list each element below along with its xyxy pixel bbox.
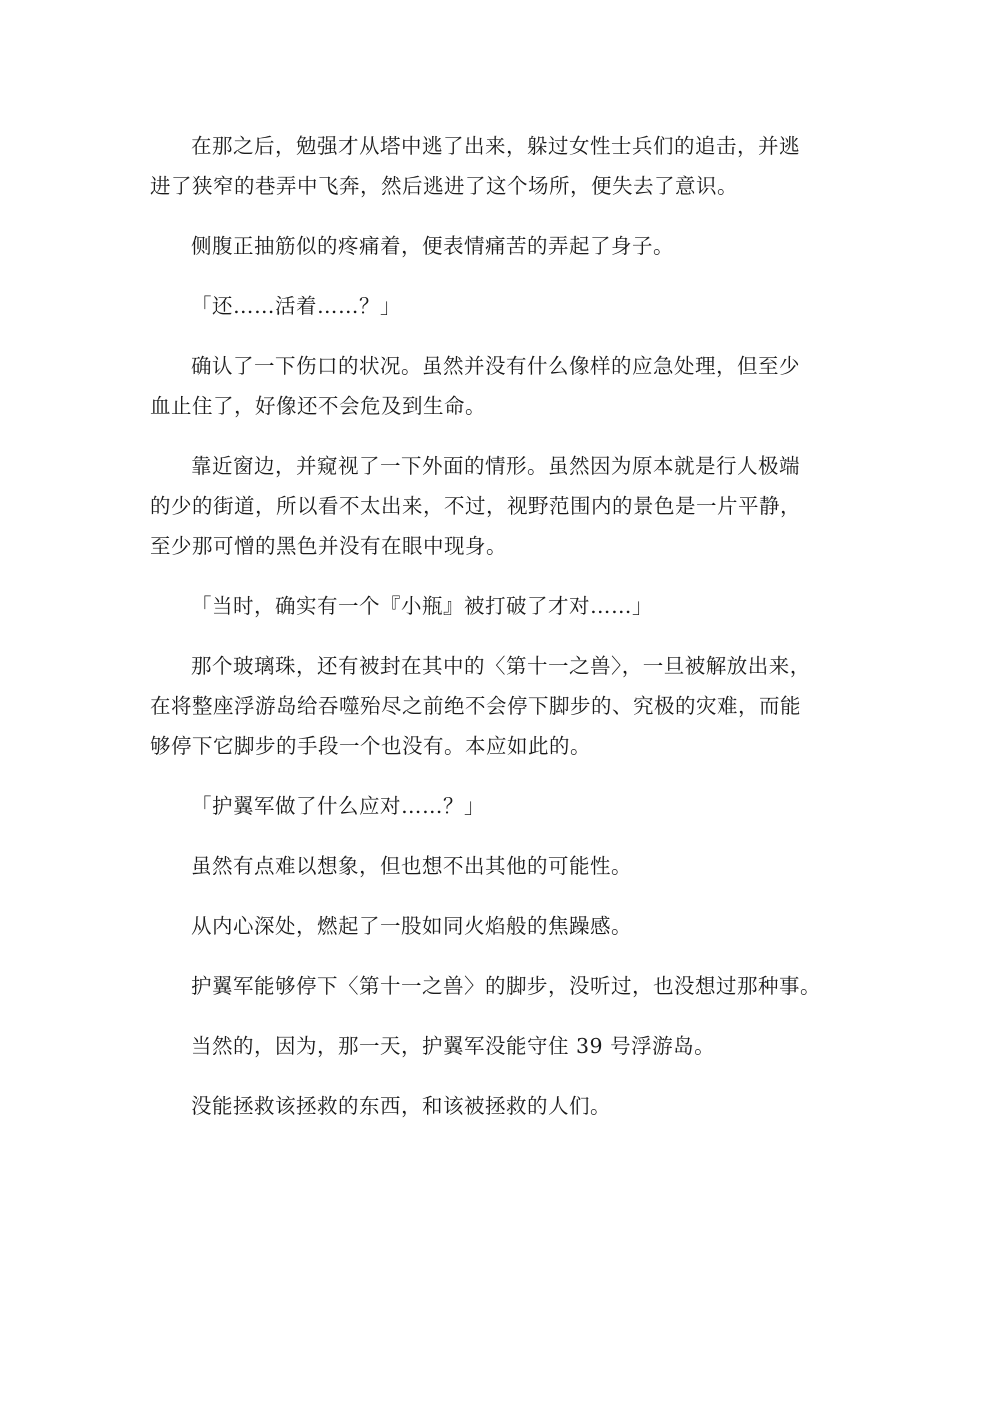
paragraph <box>150 846 850 886</box>
paragraph <box>150 346 850 426</box>
text-line: 「护翼军做了什么应对……？」 <box>191 794 485 818</box>
paragraph <box>150 226 850 266</box>
paragraph <box>150 906 850 946</box>
text-line: 在那之后，勉强才从塔中逃了出来，躲过女性士兵们的追击，并逃 <box>191 134 800 158</box>
text-line: 护翼军能够停下〈第十一之兽〉的脚步，没听过，也没想过那种事。 <box>191 974 821 998</box>
text-line: 确认了一下伤口的状况。虽然并没有什么像样的应急处理，但至少 <box>191 354 800 378</box>
paragraph <box>150 786 850 826</box>
paragraph <box>150 1026 850 1066</box>
text-line: 够停下它脚步的手段一个也没有。本应如此的。 <box>150 734 591 758</box>
text-line: 进了狭窄的巷弄中飞奔，然后逃进了这个场所，便失去了意识。 <box>150 174 738 198</box>
paragraph <box>150 966 850 1006</box>
text-line: 侧腹正抽筋似的疼痛着，便表情痛苦的弄起了身子。 <box>191 234 674 258</box>
text-line: 靠近窗边，并窥视了一下外面的情形。虽然因为原本就是行人极端 <box>191 454 800 478</box>
paragraph <box>150 1086 850 1126</box>
paragraph <box>150 446 850 566</box>
paragraph <box>150 286 850 326</box>
text-line: 没能拯救该拯救的东西，和该被拯救的人们。 <box>191 1094 611 1118</box>
text-line: 的少的街道，所以看不太出来，不过，视野范围内的景色是一片平静， <box>150 494 801 518</box>
text-line: 那个玻璃珠，还有被封在其中的〈第十一之兽〉，一旦被解放出来， <box>191 654 811 678</box>
text-line: 从内心深处，燃起了一股如同火焰般的焦躁感。 <box>191 914 632 938</box>
text-line: 「还……活着……？」 <box>191 294 401 318</box>
text-line: 虽然有点难以想象，但也想不出其他的可能性。 <box>191 854 632 878</box>
text-line: 「当时，确实有一个『小瓶』被打破了才对……」 <box>191 594 653 618</box>
text-line: 当然的，因为，那一天，护翼军没能守住 39 号浮游岛。 <box>191 1034 716 1058</box>
text-line: 至少那可憎的黑色并没有在眼中现身。 <box>150 534 507 558</box>
paragraph <box>150 646 850 766</box>
document-page <box>150 126 850 1146</box>
paragraph <box>150 126 850 206</box>
text-line: 在将整座浮游岛给吞噬殆尽之前绝不会停下脚步的、究极的灾难，而能 <box>150 694 801 718</box>
text-line: 血止住了，好像还不会危及到生命。 <box>150 394 486 418</box>
paragraph <box>150 586 850 626</box>
